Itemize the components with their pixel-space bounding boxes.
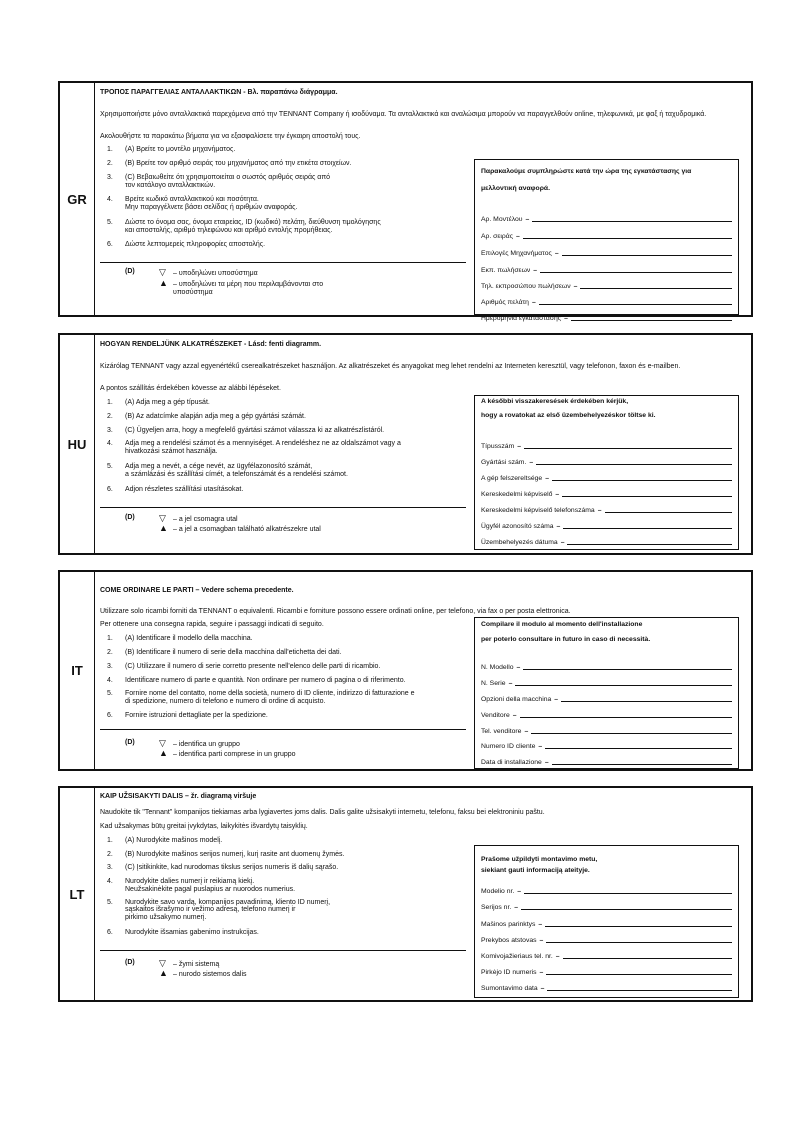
language-code: HU: [60, 335, 95, 553]
fill-line[interactable]: [552, 764, 732, 765]
fill-line[interactable]: [546, 974, 732, 975]
field-label: A gép felszereltsége: [481, 475, 543, 482]
field-label: Εκπ. πωλήσεων: [481, 267, 531, 274]
dash: –: [538, 921, 543, 928]
box-title: Compilare il modulo al momento dell'installazione: [481, 621, 643, 628]
dash: –: [538, 743, 543, 750]
field-options[interactable]: [481, 250, 732, 258]
language-code: GR: [60, 83, 95, 315]
legend-row: [159, 959, 219, 969]
legend-row: [159, 524, 321, 534]
field-sales-rep[interactable]: [481, 712, 732, 720]
step-number: 1.: [107, 837, 113, 844]
field-label: Komivojažieriaus tel. nr.: [481, 953, 553, 960]
field-label: Modelio nr.: [481, 888, 515, 895]
field-customer-number[interactable]: [481, 299, 732, 307]
field-options[interactable]: [481, 475, 732, 483]
intro-text: Naudokite tik "Tennant" kompanijos tiekiamas arba lygiavertes joms dalis. Dalis galite užsisakyti internetu, telefonu, faksu bei elektroniniu paštu.: [100, 809, 545, 816]
install-record-box: [474, 617, 739, 769]
field-label: Típusszám: [481, 443, 515, 450]
field-sales-rep[interactable]: [481, 937, 732, 945]
box-title-2: μελλοντική αναφορά.: [481, 185, 550, 192]
step-number: 3.: [107, 427, 113, 434]
follow-text: Kad užsakymas būtų greitai įvykdytas, laikykitės išvardytų taisyklių.: [100, 823, 308, 830]
field-label: Tel. venditore: [481, 728, 522, 735]
field-sales-rep-phone[interactable]: [481, 728, 732, 736]
step-number: 5.: [107, 899, 113, 906]
section-title: ΤΡΟΠΟΣ ΠΑΡΑΓΓΕΛΙΑΣ ΑΝΤΑΛΛΑΚΤΙΚΩΝ - Βλ. παραπάνω διάγραμμα.: [100, 89, 338, 96]
dash: –: [540, 985, 545, 992]
step-number: 4.: [107, 196, 113, 203]
legend-row: [159, 969, 247, 979]
section-title: COME ORDINARE LE PARTI – Vedere schema precedente.: [100, 587, 294, 594]
field-install-date[interactable]: [481, 315, 732, 323]
step-number: 2.: [107, 413, 113, 420]
intro-text: Utilizzare solo ricambi forniti da TENNANT o equivalenti. Ricambi e forniture possono essere ordinati online, per telefono, via fax o per posta elettronica.: [100, 608, 571, 615]
step-text: Fornire nome del contatto, nome della società, numero di ID cliente, indirizzo di fatturazione e: [125, 690, 415, 697]
step-text: Nurodykite savo vardą, kompanijos pavadinimą, kliento ID numerį,: [125, 899, 331, 906]
dash: –: [517, 888, 522, 895]
legend-text: – identifica un gruppo: [173, 741, 240, 748]
fill-line[interactable]: [524, 448, 732, 449]
field-label: Pirkėjo ID numeris: [481, 969, 537, 976]
field-label: Prekybos atstovas: [481, 937, 537, 944]
step-number: 4.: [107, 878, 113, 885]
step-text-cont: di spedizione, numero di telefono e numero di ordine di acquisto.: [125, 697, 326, 705]
dash: –: [515, 233, 520, 240]
dash: –: [539, 969, 544, 976]
step-text: (B) Az adatcímke alapján adja meg a gép gyártási számát.: [125, 413, 306, 420]
fill-line[interactable]: [562, 255, 732, 256]
fill-line[interactable]: [563, 528, 732, 529]
filled-triangle-icon: ▲: [159, 968, 168, 978]
field-serial[interactable]: [481, 680, 732, 688]
fill-line[interactable]: [547, 990, 732, 991]
fill-line[interactable]: [536, 464, 732, 465]
step-text: (B) Βρείτε τον αριθμό σειράς του μηχανήματος από την ετικέτα στοιχείων.: [125, 160, 352, 167]
legend-text: – υποδηλώνει υποσύστημα: [173, 270, 258, 277]
step-number: 5.: [107, 690, 113, 697]
fill-line[interactable]: [567, 544, 732, 545]
field-options[interactable]: [481, 696, 732, 704]
step-number: 4.: [107, 440, 113, 447]
step-number: 3.: [107, 174, 113, 181]
section-title: KAIP UŽSISAKYTI DALIS – žr. diagramą viršuje: [100, 793, 257, 800]
step-text-cont: και αποστολής, αριθμό τηλεφώνου και αριθμό εντολής προμήθειας.: [125, 226, 333, 234]
field-install-date[interactable]: [481, 539, 732, 547]
fill-line[interactable]: [545, 926, 732, 927]
fill-line[interactable]: [515, 685, 732, 686]
section-hu: [58, 333, 753, 555]
open-triangle-icon: ▽: [159, 267, 166, 277]
filled-triangle-icon: ▲: [159, 523, 168, 533]
step-text-cont: sąskaitos išrašymo ir vežimo adresą, telefono numerį ir: [125, 906, 296, 914]
legend-row: [159, 739, 240, 749]
step-text: Adja meg a rendelési számot és a mennyiséget. A rendeléshez ne az oldalszámot vagy a: [125, 440, 401, 447]
dash: –: [524, 728, 529, 735]
field-sales-rep-phone[interactable]: [481, 507, 732, 515]
section-title: HOGYAN RENDELJÜNK ALKATRÉSZEKET - Lásd: fenti diagramm.: [100, 341, 322, 348]
divider: [100, 729, 466, 730]
open-triangle-icon: ▽: [159, 513, 166, 523]
legend-text: – identifica parti comprese in un gruppo: [173, 751, 296, 758]
step-number: 6.: [107, 241, 113, 248]
step-text: (A) Βρείτε το μοντέλο μηχανήματος.: [125, 146, 236, 153]
field-options[interactable]: [481, 921, 732, 929]
step-text: Nurodykite dalies numerį ir reikiamą kiekį.: [125, 878, 255, 885]
section-it: [58, 570, 753, 771]
dash: –: [554, 250, 559, 257]
fill-line[interactable]: [580, 288, 732, 289]
box-title: Παρακαλούμε συμπληρώστε κατά την ώρα της εγκατάστασης για: [481, 168, 692, 175]
fill-line[interactable]: [563, 958, 732, 959]
field-customer-number[interactable]: [481, 969, 732, 977]
field-customer-number[interactable]: [481, 743, 732, 751]
legend-label: (D): [125, 959, 135, 966]
step-text: (C) Įsitikinkite, kad nurodomas tikslus serijos numeris iš dalių sąrašo.: [125, 864, 339, 871]
step-number: 2.: [107, 160, 113, 167]
dash: –: [555, 953, 560, 960]
field-label: Αριθμός πελάτη: [481, 299, 529, 306]
dash: –: [554, 696, 559, 703]
field-serial[interactable]: [481, 459, 732, 467]
field-label: Opzioni della macchina: [481, 696, 552, 703]
dash: –: [545, 475, 549, 482]
fill-line[interactable]: [571, 320, 732, 321]
dash: –: [556, 523, 561, 530]
field-model[interactable]: [481, 443, 732, 451]
step-text-cont: Μην παραγγέλνετε βάσει σελίδας ή αριθμών αναφοράς.: [125, 203, 298, 211]
field-label: Ημερομηνία εγκατάστασης: [481, 315, 562, 322]
step-text-cont: hivatkozási számot használja.: [125, 447, 218, 455]
step-number: 6.: [107, 712, 113, 719]
legend-row: [159, 514, 238, 524]
box-title: A későbbi visszakeresések érdekében kérjük,: [481, 398, 629, 405]
follow-text: Per ottenere una consegna rapida, seguire i passaggi indicati di seguito.: [100, 621, 324, 628]
legend-text: – a jel csomagra utal: [173, 516, 238, 523]
divider: [100, 507, 466, 508]
step-text: Adjon részletes szállítási utasításokat.: [125, 486, 244, 493]
field-sales-rep[interactable]: [481, 491, 732, 499]
field-customer-number[interactable]: [481, 523, 732, 531]
fill-line[interactable]: [546, 942, 732, 943]
fill-line[interactable]: [523, 238, 732, 239]
field-model[interactable]: [481, 664, 732, 672]
legend-text: – nurodo sistemos dalis: [173, 971, 247, 978]
field-serial[interactable]: [481, 233, 732, 241]
field-label: Αρ. Μοντέλου: [481, 216, 523, 223]
step-number: 5.: [107, 219, 113, 226]
step-number: 6.: [107, 929, 113, 936]
fill-line[interactable]: [532, 221, 732, 222]
step-text-cont: a számlázási és szállítási címét, a telefonszámát és a rendelési számot.: [125, 470, 348, 478]
step-text: Identificare numero di parte e quantità. Non ordinare per numero di pagina o di riferimento.: [125, 677, 406, 684]
field-label: Sumontavimo data: [481, 985, 538, 992]
dash: –: [531, 299, 536, 306]
step-text-cont: pirkimo užsakymo numerį.: [125, 913, 207, 921]
box-title: Prašome užpildyti montavimo metu,: [481, 856, 598, 863]
field-install-date[interactable]: [481, 759, 732, 767]
step-number: 2.: [107, 649, 113, 656]
field-label: Serijos nr.: [481, 904, 512, 911]
dash: –: [573, 283, 578, 290]
legend-row-cont: υποσύστημα: [173, 289, 213, 296]
field-label: Gyártási szám.: [481, 459, 527, 466]
dash: –: [508, 680, 513, 687]
dash: –: [516, 664, 521, 671]
filled-triangle-icon: ▲: [159, 278, 168, 288]
field-model[interactable]: [481, 888, 732, 896]
box-title-2: hogy a rovatokat az első üzembehelyezéskor töltse ki.: [481, 412, 656, 419]
step-number: 4.: [107, 677, 113, 684]
step-number: 6.: [107, 486, 113, 493]
fill-line[interactable]: [562, 496, 732, 497]
field-install-date[interactable]: [481, 985, 732, 993]
box-title-2: siekiant gauti informaciją ateityje.: [481, 867, 590, 874]
fill-line[interactable]: [540, 272, 732, 273]
legend-text: – a jel a csomagban található alkatrészekre utal: [173, 526, 321, 533]
dash: –: [564, 315, 568, 322]
section-gr: [58, 81, 753, 322]
field-label: Kereskedelmi képviselő: [481, 491, 553, 498]
dash: –: [512, 712, 517, 719]
step-number: 1.: [107, 146, 113, 153]
field-sales-rep-phone[interactable]: [481, 953, 732, 961]
step-number: 3.: [107, 864, 113, 871]
dash: –: [533, 267, 538, 274]
field-label: Venditore: [481, 712, 510, 719]
step-text: Βρείτε κωδικό ανταλλακτικού και ποσότητα.: [125, 196, 259, 203]
fill-line[interactable]: [561, 701, 732, 702]
step-text: Fornire istruzioni dettagliate per la spedizione.: [125, 712, 268, 719]
legend-row: [159, 749, 296, 759]
field-label: Data di installazione: [481, 759, 542, 766]
dash: –: [529, 459, 534, 466]
legend-label: (D): [125, 739, 135, 746]
language-code: IT: [60, 572, 95, 769]
step-number: 5.: [107, 463, 113, 470]
field-label: Ügyfél azonosító száma: [481, 523, 554, 530]
legend-row: [159, 279, 323, 289]
fill-line[interactable]: [539, 304, 732, 305]
step-text-cont: τον κατάλογο ανταλλακτικών.: [125, 181, 216, 189]
legend-text: – žymi sistemą: [173, 961, 220, 968]
intro-text: Kizárólag TENNANT vagy azzal egyenértékű cserealkatrészeket használjon. Az alkatrészeket és anyagokat meg lehet rendelni az Interneten keresztül, vagy telefonon, faxon és e-mailben.: [100, 363, 681, 370]
step-text: (C) Ügyeljen arra, hogy a megfelelő gyártási számot válassza ki az alkatrészlistáról.: [125, 427, 385, 434]
field-model[interactable]: [481, 216, 732, 224]
step-text: (A) Adja meg a gép típusát.: [125, 399, 210, 406]
install-record-box: [474, 159, 739, 322]
step-number: 2.: [107, 851, 113, 858]
field-label: Επιλογές Μηχανήματος: [481, 250, 552, 257]
dash: –: [560, 539, 565, 546]
legend-label: (D): [125, 268, 135, 275]
open-triangle-icon: ▽: [159, 958, 166, 968]
step-text: (C) Βεβαιωθείτε ότι χρησιμοποιείται ο σωστός αριθμός σειράς από: [125, 174, 331, 181]
step-number: 3.: [107, 663, 113, 670]
dash: –: [517, 443, 522, 450]
dash: –: [514, 904, 519, 911]
field-label: Üzembehelyezés dátuma: [481, 539, 558, 546]
legend-label: (D): [125, 514, 135, 521]
field-label: Mašinos parinktys: [481, 921, 536, 928]
dash: –: [555, 491, 560, 498]
step-text: (A) Nurodykite mašinos modelį.: [125, 837, 223, 844]
field-label: Αρ. σειράς: [481, 233, 513, 240]
language-code: LT: [60, 788, 95, 1000]
field-label: Kereskedelmi képviselő telefonszáma: [481, 507, 595, 514]
field-label: N. Modello: [481, 664, 514, 671]
install-record-box: [474, 845, 739, 998]
step-text: Δώστε το όνομα σας, όνομα εταιρείας, ID (κωδικό) πελάτη, διεύθυνση τιμολόγησης: [125, 219, 381, 226]
dash: –: [525, 216, 530, 223]
legend-row: [159, 268, 258, 278]
fill-line[interactable]: [521, 909, 732, 910]
box-title-2: per poterlo consultare in futuro in caso di necessità.: [481, 636, 651, 643]
dash: –: [539, 937, 544, 944]
filled-triangle-icon: ▲: [159, 748, 168, 758]
step-text-cont: Neužsakinėkite pagal puslapius ar nuorodos numerius.: [125, 885, 296, 893]
step-number: 1.: [107, 399, 113, 406]
divider: [100, 262, 466, 263]
fill-line[interactable]: [531, 733, 732, 734]
step-text: (B) Nurodykite mašinos serijos numerį, kurį rasite ant duomenų žymės.: [125, 851, 345, 858]
fill-line[interactable]: [520, 717, 732, 718]
step-text: Δώστε λεπτομερείς πληροφορίες αποστολής.: [125, 241, 266, 248]
follow-text: A pontos szállítás érdekében kövesse az alábbi lépéseket.: [100, 385, 281, 392]
fill-line[interactable]: [545, 748, 732, 749]
field-sales-rep-phone[interactable]: [481, 283, 732, 291]
step-number: 1.: [107, 635, 113, 642]
section-lt: [58, 786, 753, 1002]
follow-text: Ακολουθήστε τα παρακάτω βήματα για να εξασφαλίσετε την έγκαιρη αποστολή τους.: [100, 133, 361, 140]
field-sales-rep[interactable]: [481, 267, 732, 275]
field-label: Τηλ. εκπροσώπου πωλήσεων: [481, 283, 571, 290]
step-text: Nurodykite išsamias gabenimo instrukcijas.: [125, 929, 259, 936]
intro-text: Χρησιμοποιήστε μόνο ανταλλακτικά παρεχόμενα από την TENNANT Company ή ισοδύναμα. Τα ανταλλακτικά και αναλώσιμα μπορούν να παραγγελθούν online, τηλεφωνικά, με φαξ ή ταχυδρομικά.: [100, 111, 707, 118]
dash: –: [597, 507, 602, 514]
step-text: (B) Identificare il numero di serie della macchina dall'etichetta dei dati.: [125, 649, 342, 656]
fill-line[interactable]: [524, 893, 732, 894]
divider: [100, 950, 466, 951]
step-text: Adja meg a nevét, a cége nevét, az ügyfélazonosító számát,: [125, 463, 313, 470]
fill-line[interactable]: [552, 480, 732, 481]
fill-line[interactable]: [523, 669, 732, 670]
field-serial[interactable]: [481, 904, 732, 912]
dash: –: [544, 759, 549, 766]
open-triangle-icon: ▽: [159, 738, 166, 748]
field-label: N. Serie: [481, 680, 506, 687]
fill-line[interactable]: [605, 512, 733, 513]
install-record-box: [474, 395, 739, 550]
step-text: (C) Utilizzare il numero di serie corretto presente nell'elenco delle parti di ricambio.: [125, 663, 381, 670]
field-label: Numero ID cliente: [481, 743, 536, 750]
legend-text: – υποδηλώνει τα μέρη που περιλαμβάνονται στο: [173, 281, 324, 288]
step-text: (A) Identificare il modello della macchina.: [125, 635, 253, 642]
